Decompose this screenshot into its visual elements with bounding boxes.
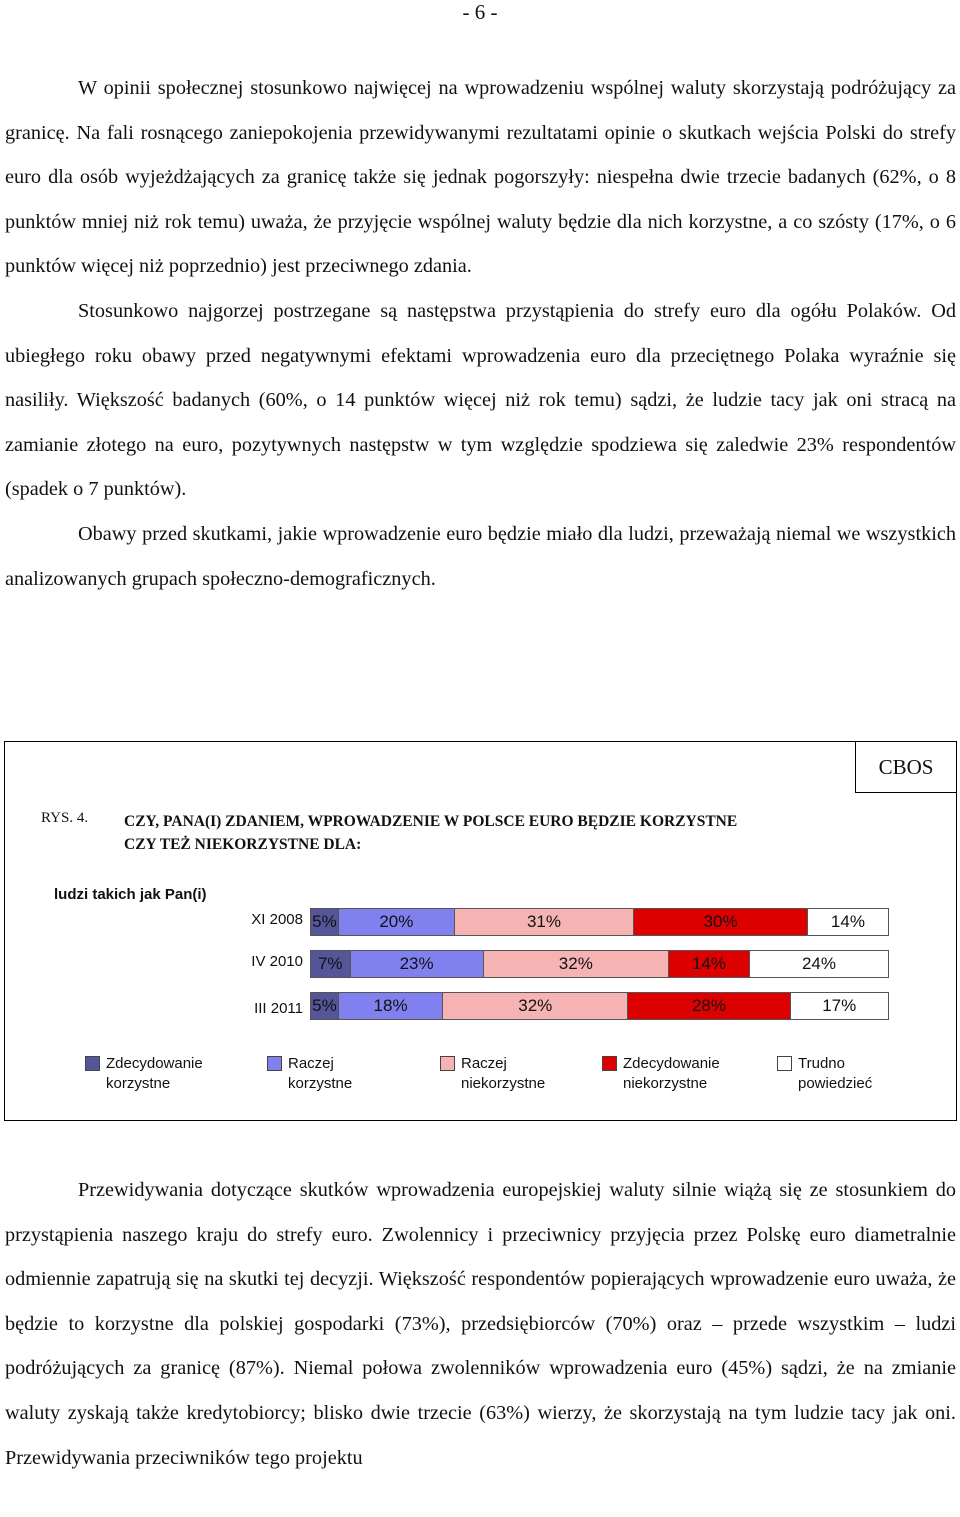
category-label: III 2011 [254,1000,303,1017]
bar-segment: 24% [750,950,889,978]
figure-box [4,741,957,1121]
paragraph-demographics: Obawy przed skutkami, jakie wprowadzenie euro będzie miało dla ludzi, przeważają niemal we wszystkich analizowanych grupach społeczno-demograficznych. [5,522,956,590]
bar-segment: 14% [808,908,889,936]
bar-stack [310,950,889,978]
bar-segment: 5% [310,992,339,1020]
legend-item [267,1054,352,1094]
bar-segment: 23% [351,950,484,978]
legend-label-line: niekorzystne [623,1075,708,1092]
bar-segment: 32% [443,992,628,1020]
top-text [5,66,956,601]
legend-label [288,1054,352,1094]
chart-row [5,908,956,936]
bar-segment: 28% [628,992,790,1020]
chart-row [5,950,956,978]
bar-segment: 14% [669,950,750,978]
legend-label-line: Trudno [798,1055,845,1072]
bar-segment: 32% [484,950,669,978]
figure-title-line-2: CZY TEŻ NIEKORZYSTNE DLA: [124,836,362,853]
category-label: IV 2010 [251,953,303,970]
legend-label [623,1054,720,1094]
bar-segment: 18% [339,992,443,1020]
bottom-text [5,1168,956,1480]
legend-swatch [267,1056,282,1071]
legend-swatch [440,1056,455,1071]
bar-stack [310,992,889,1020]
chart-row [5,992,956,1020]
legend-item [85,1054,203,1094]
group-label: ludzi takich jak Pan(i) [54,886,207,903]
source-badge: CBOS [855,741,957,793]
legend-item [440,1054,545,1094]
paragraph-supporters-opponents: Przewidywania dotyczące skutków wprowadzenia europejskiej waluty silnie wiążą się ze stosunkiem do przystąpienia naszego kraju do strefy euro. Zwolennicy i przeciwnicy przyjęcia przez Polskę euro diametralnie odmiennie zapatrują się na skutki tej decyzji. Większość respondentów popierających wprowadzenie euro uważa, że będzie to korzystne dla polskiej gospodarki (73%), przedsiębiorców (70%) oraz – przede wszystkim – ludzi podróżujących za granicę (87%). Niemal połowa zwolenników wprowadzenia euro (45%) sądzi, że na zmianie waluty zyskają także kredytobiorcy; blisko dwie trzecie (63%) wierzy, że skorzystają na tym ludzie tacy jak oni. Przewidywania przeciwników tego projektu [5,1179,956,1469]
legend-label [798,1054,872,1094]
figure-title [124,810,904,856]
page-number: - 6 - [462,0,498,24]
legend-label [461,1054,545,1094]
bar-segment: 31% [455,908,634,936]
bar-segment: 17% [791,992,889,1020]
legend-item [602,1054,720,1094]
legend-label-line: Raczej [288,1055,334,1072]
legend-label [106,1054,203,1094]
legend-swatch [602,1056,617,1071]
legend-label-line: Zdecydowanie [623,1055,720,1072]
legend-item [777,1054,872,1094]
legend-label-line: powiedzieć [798,1075,873,1092]
bar-stack [310,908,889,936]
paragraph-general-public: Stosunkowo najgorzej postrzegane są następstwa przystąpienia do strefy euro dla ogółu Polaków. Od ubiegłego roku obawy przed negatywnymi efektami wprowadzenia euro dla przeciętnego Polaka wyraźnie się nasiliły. Większość badanych (60%, o 14 punktów więcej niż rok temu) sądzi, że ludzie tacy jak oni stracą na zamianie złotego na euro, pozytywnych następstw w tym względzie spodziewa się zaledwie 23% respondentów (spadek o 7 punktów). [5,299,956,501]
bar-segment: 5% [310,908,339,936]
bar-segment: 7% [310,950,351,978]
legend-label-line: korzystne [106,1075,171,1092]
bar-segment: 30% [634,908,808,936]
legend-label-line: korzystne [288,1075,353,1092]
figure-label: RYS. 4. [41,810,89,826]
figure-title-line-1: CZY, PANA(I) ZDANIEM, WPROWADZENIE W POLSCE EURO BĘDZIE KORZYSTNE [124,813,738,830]
chart-legend [5,1054,956,1098]
legend-swatch [85,1056,100,1071]
category-label: XI 2008 [251,911,303,928]
bar-segment: 20% [339,908,455,936]
legend-label-line: niekorzystne [461,1075,546,1092]
legend-label-line: Raczej [461,1055,507,1072]
legend-swatch [777,1056,792,1071]
paragraph-travelers: W opinii społecznej stosunkowo najwięcej na wprowadzeniu wspólnej waluty skorzystają podróżujący za granicę. Na fali rosnącego zaniepokojenia przewidywanymi rezultatami opinie o skutkach wejścia Polski do strefy euro dla osób wyjeżdżających za granicę także się jednak pogorszyły: niespełna dwie trzecie badanych (62%, o 8 punktów mniej niż rok temu) uważa, że przyjęcie wspólnej waluty będzie dla nich korzystne, a co szósty (17%, o 6 punktów więcej niż poprzednio) jest przeciwnego zdania. [5,77,956,278]
legend-label-line: Zdecydowanie [106,1055,203,1072]
